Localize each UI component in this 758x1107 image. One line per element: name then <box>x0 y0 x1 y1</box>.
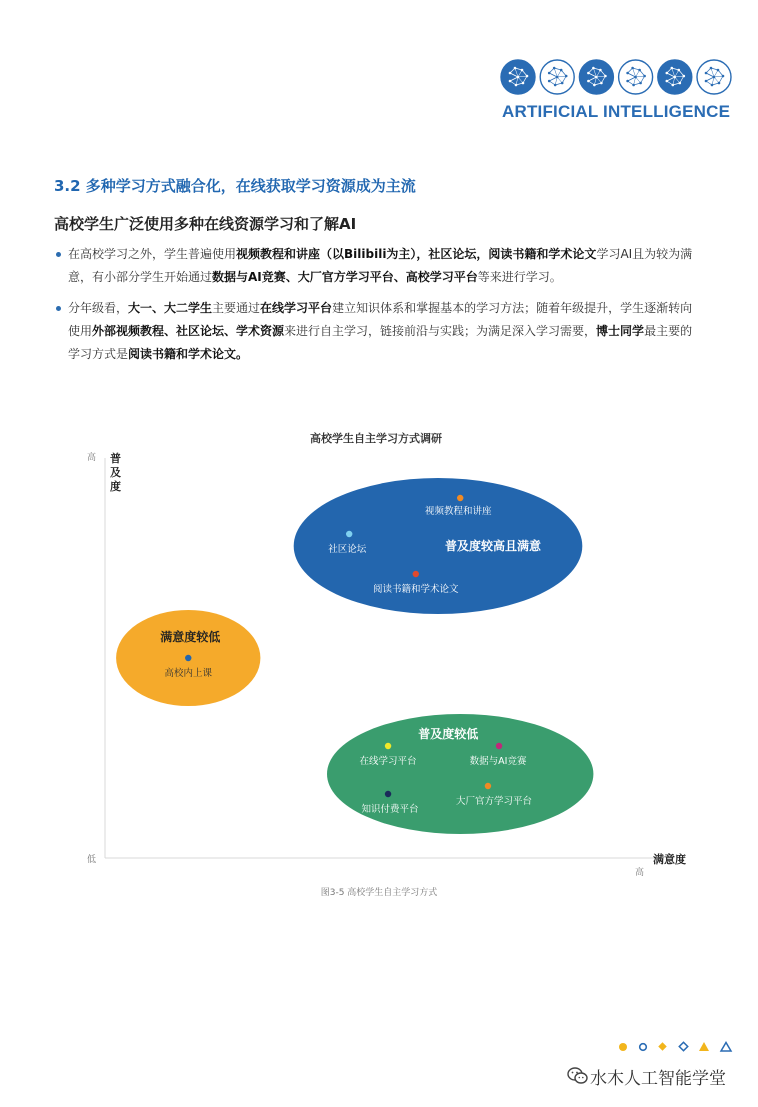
bullet-2-segment: 来进行自主学习，链接前沿与实践；为满足深入学习需要， <box>284 324 597 338</box>
bullet-1-segment: 在高校学习之外，学生普遍使用 <box>68 247 237 261</box>
cluster-label-2: 满意度较低 <box>160 630 221 644</box>
wechat-account-name: 水木人工智能学堂 <box>590 1069 726 1089</box>
bullet-1-segment: 学习AI且为较为满意，有小部分学生开始通过 <box>68 247 693 284</box>
bullet-2-segment: 最主要的学习方式是 <box>68 324 693 361</box>
bullet-2-segment: 大一、大二学生 <box>128 301 213 315</box>
cluster-label-3: 普及度较低 <box>418 727 479 741</box>
data-point-1 <box>457 495 463 501</box>
bullet-2-segment: 阅读书籍和学术论文。 <box>128 347 249 361</box>
data-point-label-1: 视频教程和讲座 <box>424 506 492 517</box>
y-axis-high-label: 高 <box>87 453 97 463</box>
data-point-label-6: 数据与AI竞赛 <box>469 756 527 767</box>
bullet-2-segment: 在线学习平台 <box>260 301 333 315</box>
data-point-2 <box>346 531 352 537</box>
footer-decoration-icons <box>618 1040 738 1054</box>
x-axis-high-label: 高 <box>635 868 645 878</box>
bullet-2-segment: 建立知识体系和掌握基本的学习方法；随着年级提升，学生逐渐转向使用 <box>68 301 693 338</box>
blue-triangle-outline-icon <box>721 1043 731 1052</box>
bullet-2-segment: 主要通过 <box>212 301 261 315</box>
gold-diamond-icon <box>658 1042 666 1050</box>
cluster-label-1: 普及度较高且满意 <box>444 539 542 553</box>
bullet-2-segment: 博士同学 <box>596 324 645 338</box>
bullet-1-segment: 数据与AI竞赛、大厂官方学习平台、高校学习平台 <box>212 270 478 284</box>
section-subtitle: 高校学生广泛使用多种在线资源学习和了解AI <box>54 215 357 233</box>
bullet-1-segment: 等来进行学习。 <box>477 270 562 284</box>
data-point-label-4: 高校内上课 <box>164 668 213 679</box>
bullet-2-segment: 分年级看， <box>68 301 129 315</box>
x-axis-label: 满意度 <box>653 853 686 866</box>
data-point-label-7: 大厂官方学习平台 <box>455 796 532 807</box>
blue-ring-icon <box>640 1044 647 1051</box>
section-title: 3.2 多种学习方式融合化，在线获取学习资源成为主流 <box>54 177 416 195</box>
chart-title: 高校学生自主学习方式调研 <box>310 432 442 445</box>
data-point-label-3: 阅读书籍和学术论文 <box>373 584 459 595</box>
data-point-3 <box>413 571 419 577</box>
gold-triangle-icon <box>699 1042 709 1051</box>
data-point-8 <box>385 791 391 797</box>
bullet-1-segment: 视频教程和讲座（以Bilibili为主），社区论坛，阅读书籍和学术论文 <box>236 247 597 261</box>
data-point-6 <box>496 743 502 749</box>
data-point-7 <box>485 783 491 789</box>
blue-diamond-outline-icon <box>679 1042 687 1050</box>
y-axis-label: 普及度 <box>110 452 121 493</box>
data-point-label-8: 知识付费平台 <box>361 804 419 815</box>
data-point-label-5: 在线学习平台 <box>359 756 417 767</box>
bullet-2-segment: 外部视频教程、社区论坛、学术资源 <box>92 324 285 338</box>
data-point-5 <box>385 743 391 749</box>
figure-caption: 图3-5 高校学生自主学习方式 <box>320 888 438 898</box>
logo-text: ARTIFICIAL INTELLIGENCE <box>502 102 731 121</box>
gold-circle-icon <box>619 1043 627 1051</box>
data-point-label-2: 社区论坛 <box>328 544 367 555</box>
wechat-icon <box>566 1064 590 1088</box>
data-point-4 <box>185 655 191 661</box>
origin-low-label: 低 <box>87 855 97 865</box>
